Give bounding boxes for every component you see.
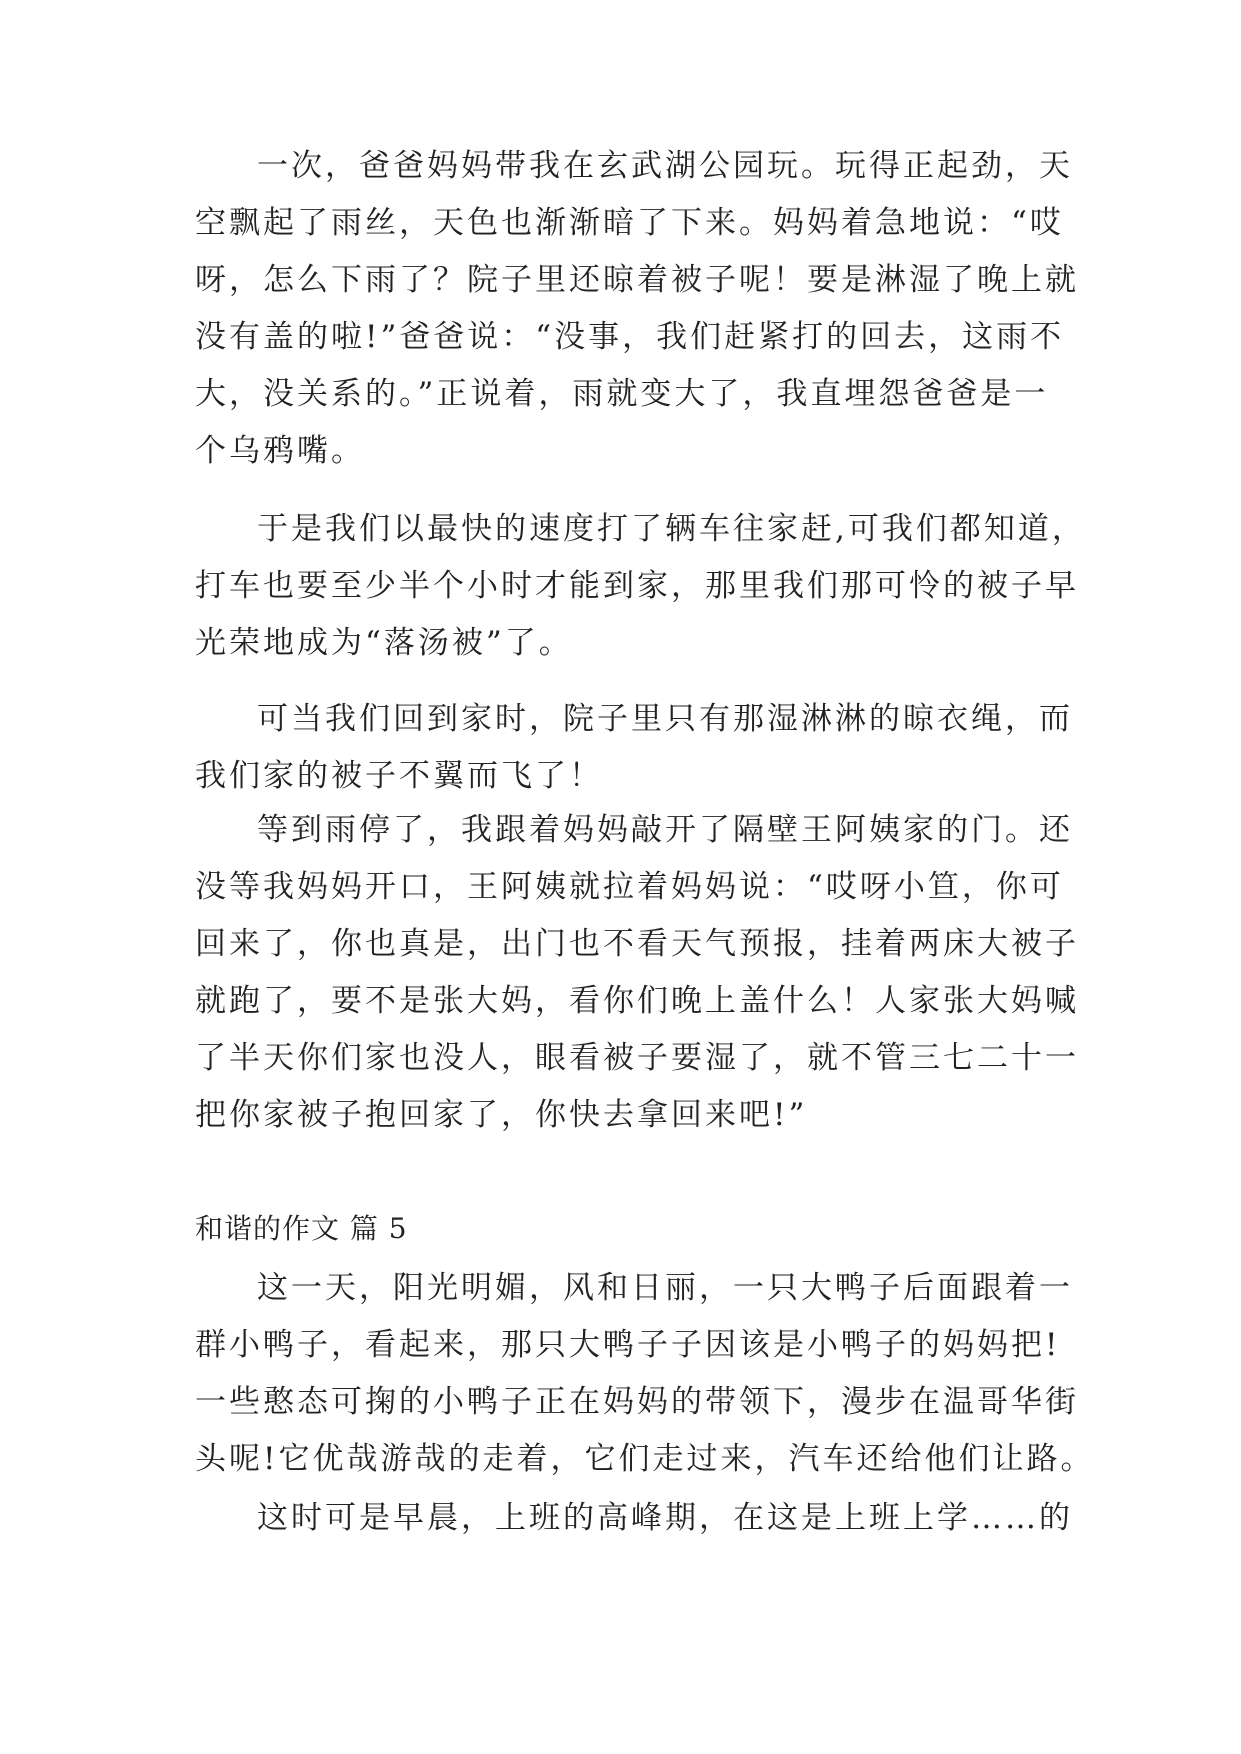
paragraph-line: 这时可是早晨，上班的高峰期，在这是上班上学……的 [257, 1500, 1073, 1536]
paragraph-line: 我们家的被子不翼而飞了！ [195, 758, 603, 794]
paragraph-line: 一些憨态可掬的小鸭子正在妈妈的带领下，漫步在温哥华街 [195, 1384, 1079, 1420]
paragraph-line: 可当我们回到家时，院子里只有那湿淋淋的晾衣绳，而 [257, 701, 1073, 737]
paragraph-line: 没有盖的啦!”爸爸说：“没事，我们赶紧打的回去，这雨不 [195, 319, 1065, 355]
paragraph-line: 空飘起了雨丝，天色也渐渐暗了下来。妈妈着急地说：“哎 [195, 205, 1064, 241]
paragraph-line: 光荣地成为“落汤被”了。 [195, 625, 573, 661]
paragraph-line: 这一天，阳光明媚，风和日丽，一只大鸭子后面跟着一 [257, 1270, 1073, 1306]
paragraph-line: 等到雨停了，我跟着妈妈敲开了隔壁王阿姨家的门。还 [257, 812, 1073, 848]
paragraph-line: 没等我妈妈开口，王阿姨就拉着妈妈说：“哎呀小笪，你可 [195, 869, 1064, 905]
paragraph-line: 把你家被子抱回家了，你快去拿回来吧!” [195, 1097, 808, 1133]
paragraph-line: 呀，怎么下雨了？院子里还晾着被子呢！要是淋湿了晚上就 [195, 262, 1079, 298]
paragraph-line: 个乌鸦嘴。 [195, 433, 365, 469]
paragraph-line: 打车也要至少半个小时才能到家，那里我们那可怜的被子早 [195, 568, 1079, 604]
paragraph-line: 了半天你们家也没人，眼看被子要湿了，就不管三七二十一 [195, 1040, 1079, 1076]
paragraph-line: 群小鸭子，看起来，那只大鸭子子因该是小鸭子的妈妈把! [195, 1327, 1061, 1363]
paragraph-line: 一次，爸爸妈妈带我在玄武湖公园玩。玩得正起劲，天 [257, 148, 1073, 184]
paragraph-line: 大，没关系的。”正说着，雨就变大了，我直埋怨爸爸是一 [195, 376, 1049, 412]
paragraph-line: 于是我们以最快的速度打了辆车往家赶,可我们都知道， [257, 511, 1086, 547]
paragraph-line: 就跑了，要不是张大妈，看你们晚上盖什么！人家张大妈喊 [195, 983, 1079, 1019]
paragraph-line: 回来了，你也真是，出门也不看天气预报，挂着两床大被子 [195, 926, 1079, 962]
paragraph-line: 头呢!它优哉游哉的走着，它们走过来，汽车还给他们让路。 [195, 1441, 1095, 1477]
section-heading: 和谐的作文 篇 5 [195, 1212, 408, 1245]
